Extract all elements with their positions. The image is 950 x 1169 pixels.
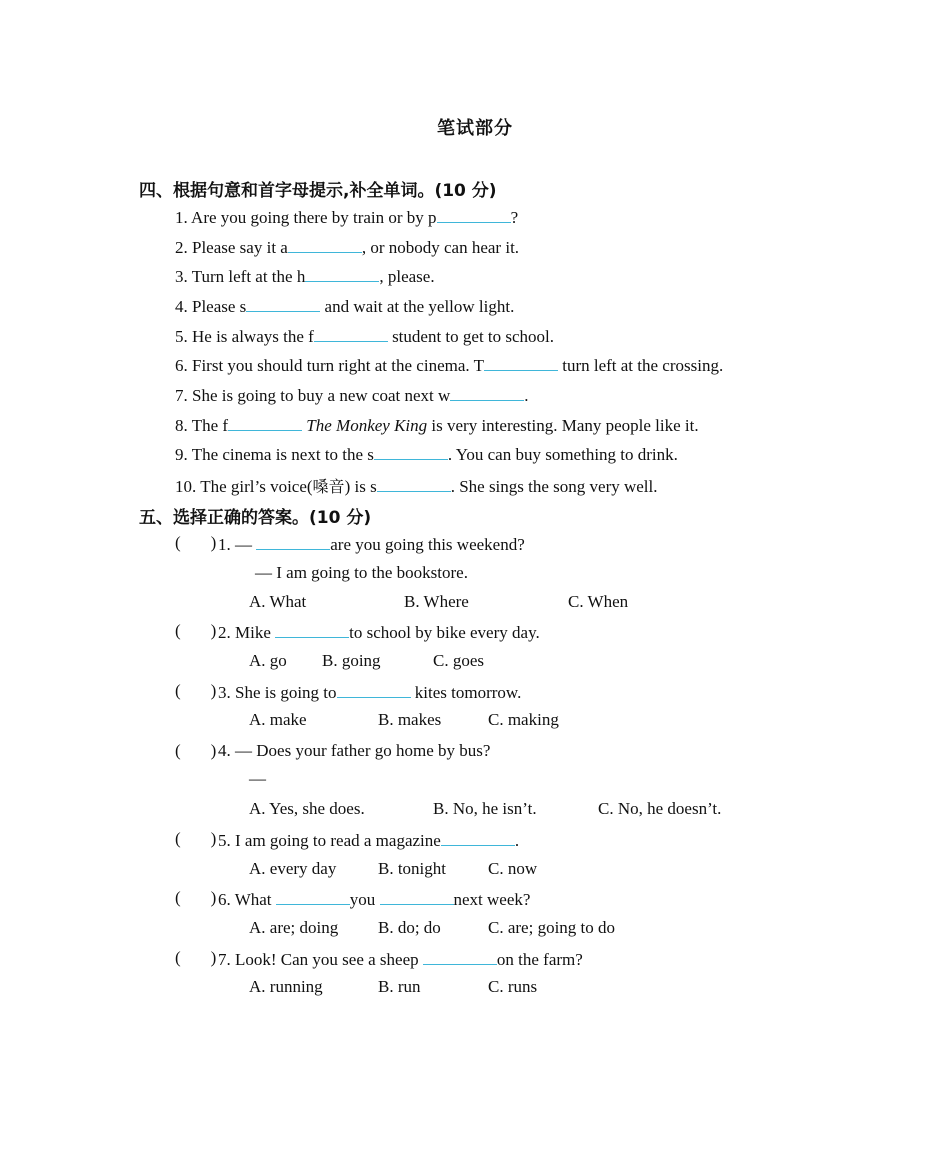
mc-question-3: 3. She is going to kites tomorrow. [218, 683, 522, 702]
answer-paren[interactable]: ( ) [175, 829, 217, 848]
option-c[interactable]: C. goes [433, 651, 484, 670]
option-c[interactable]: C. making [488, 710, 559, 729]
fill-item-3: 3. Turn left at the h , please. [175, 267, 435, 286]
answer-blank[interactable] [314, 325, 388, 342]
answer-blank[interactable] [337, 681, 411, 698]
answer-blank[interactable] [437, 206, 511, 223]
answer-blank[interactable] [228, 414, 302, 431]
option-b[interactable]: B. do; do [378, 918, 441, 937]
answer-blank[interactable] [423, 948, 497, 965]
answer-blank[interactable] [288, 236, 362, 253]
option-b[interactable]: B. Where [404, 592, 469, 611]
option-b[interactable]: B. run [378, 977, 421, 996]
answer-blank[interactable] [275, 621, 349, 638]
answer-blank[interactable] [380, 888, 454, 905]
mc-question-5: 5. I am going to read a magazine . [218, 831, 520, 850]
option-a[interactable]: A. go [249, 651, 287, 670]
fill-item-5: 5. He is always the f student to get to school. [175, 327, 555, 346]
answer-blank[interactable] [256, 533, 330, 550]
option-a[interactable]: A. every day [249, 859, 337, 878]
answer-blank[interactable] [441, 829, 515, 846]
dialogue-reply: — [249, 769, 266, 788]
fill-item-7: 7. She is going to buy a new coat next w . [175, 386, 529, 405]
answer-paren[interactable]: ( ) [175, 533, 217, 552]
answer-blank[interactable] [305, 265, 379, 282]
answer-paren[interactable]: ( ) [175, 621, 217, 640]
option-a[interactable]: A. What [249, 592, 307, 611]
answer-blank[interactable] [450, 384, 524, 401]
option-c[interactable]: C. runs [488, 977, 538, 996]
answer-blank[interactable] [377, 475, 451, 492]
section-5-heading: 五、选择正确的答案。(10 分) [139, 508, 372, 528]
option-b[interactable]: B. No, he isn’t. [433, 799, 537, 818]
mc-question-6: 6. What you next week? [218, 890, 531, 909]
fill-item-10: 10. The girl’s voice(嗓音) is s . She sings the song very well. [175, 477, 658, 496]
option-a[interactable]: A. Yes, she does. [249, 799, 365, 818]
answer-paren[interactable]: ( ) [175, 741, 217, 760]
answer-paren[interactable]: ( ) [175, 948, 217, 967]
option-c[interactable]: C. now [488, 859, 538, 878]
mc-question-4: 4. — Does your father go home by bus? [218, 741, 491, 760]
option-b[interactable]: B. tonight [378, 859, 447, 878]
fill-item-8: 8. The f The Monkey King is very interesting. Many people like it. [175, 416, 699, 435]
mc-question-7: 7. Look! Can you see a sheep on the farm? [218, 950, 583, 969]
section-4-heading: 四、根据句意和首字母提示,补全单词。(10 分) [139, 181, 497, 201]
fill-item-6: 6. First you should turn right at the cinema. T turn left at the crossing. [175, 356, 724, 375]
fill-item-4: 4. Please s and wait at the yellow light. [175, 297, 515, 316]
option-c[interactable]: C. No, he doesn’t. [598, 799, 722, 818]
option-b[interactable]: B. makes [378, 710, 442, 729]
fill-item-1: 1. Are you going there by train or by p ? [175, 208, 519, 227]
mc-question-1: 1. — are you going this weekend? [218, 535, 525, 554]
answer-blank[interactable] [374, 443, 448, 460]
answer-blank[interactable] [484, 354, 558, 371]
option-c[interactable]: C. When [568, 592, 629, 611]
fill-item-9: 9. The cinema is next to the s . You can buy something to drink. [175, 445, 678, 464]
answer-paren[interactable]: ( ) [175, 681, 217, 700]
option-c[interactable]: C. are; going to do [488, 918, 616, 937]
answer-blank[interactable] [246, 295, 320, 312]
page-title: 笔试部分 [437, 118, 513, 139]
dialogue-reply: — I am going to the bookstore. [255, 563, 468, 582]
option-a[interactable]: A. make [249, 710, 307, 729]
answer-paren[interactable]: ( ) [175, 888, 217, 907]
option-a[interactable]: A. are; doing [249, 918, 339, 937]
fill-item-2: 2. Please say it a , or nobody can hear it. [175, 238, 520, 257]
option-a[interactable]: A. running [249, 977, 323, 996]
mc-question-2: 2. Mike to school by bike every day. [218, 623, 540, 642]
answer-blank[interactable] [276, 888, 350, 905]
option-b[interactable]: B. going [322, 651, 381, 670]
